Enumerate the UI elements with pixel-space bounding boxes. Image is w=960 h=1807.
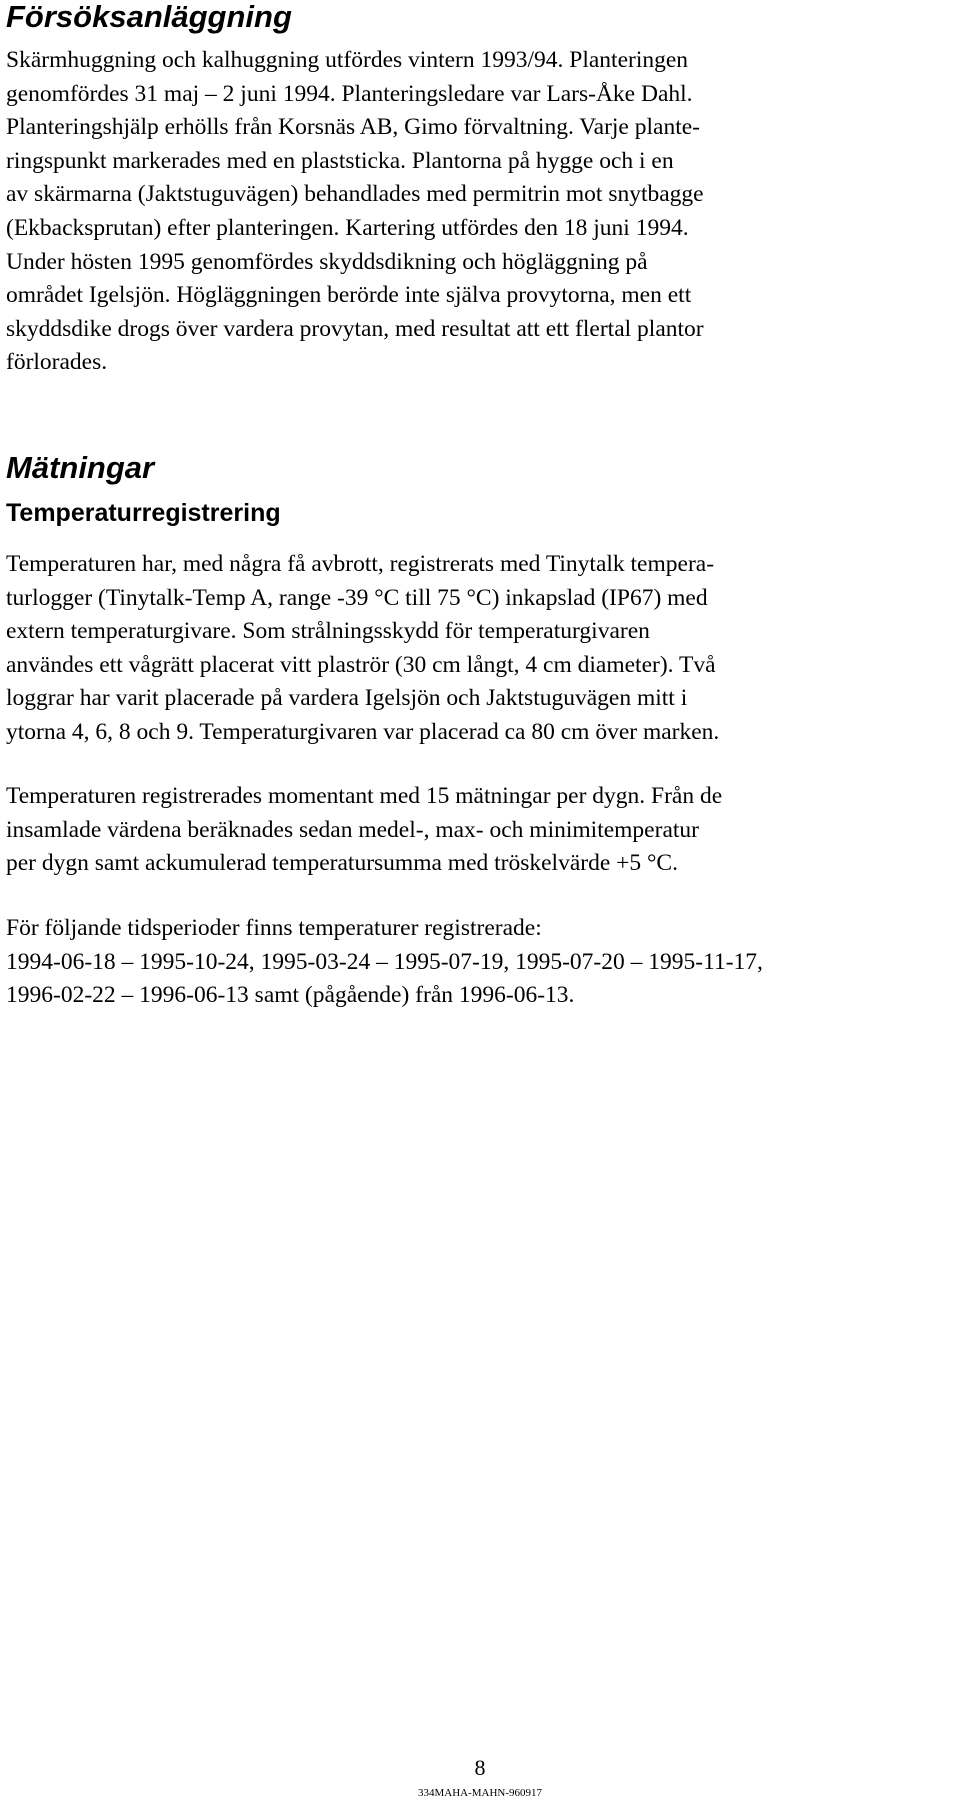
text-line: turlogger (Tinytalk-Temp A, range -39 °C till 75 °C) inkapslad (IP67) med [6,584,708,611]
text-line: 1994-06-18 – 1995-10-24, 1995-03-24 – 1995-07-19, 1995-07-20 – 1995-11-17, [6,948,763,975]
text-line: extern temperaturgivare. Som strålningsskydd för temperaturgivaren [6,618,650,645]
text-line: skyddsdike drogs över vardera provytan, med resultat att ett flertal plantor [6,315,704,342]
text-line: 1996-02-22 – 1996-06-13 samt (pågående) från 1996-06-13. [6,982,575,1009]
document-code: 334MAHA-MAHN-960917 [417,1787,543,1799]
text-line: området Igelsjön. Högläggningen berörde inte själva provytorna, men ett [6,282,692,309]
text-line: Under hösten 1995 genomfördes skyddsdikning och högläggning på [6,248,648,275]
text-line: Temperaturen har, med några få avbrott, registrerats med Tinytalk tempera- [6,551,715,577]
paragraph-temperaturlogger [6,548,954,750]
text-line: av skärmarna (Jaktstuguvägen) behandlades med permitrin mot snytbagge [6,181,704,208]
section-heading-matningar: Mätningar [6,450,155,485]
text-line: ringspunkt markerades med en plaststicka. Plantorna på hygge och i en [6,147,674,174]
text-line: genomfördes 31 maj – 2 juni 1994. Planteringsledare var Lars-Åke Dahl. [6,80,693,107]
text-line: För följande tidsperioder finns temperaturer registrerade: [6,915,542,941]
text-line: ytorna 4, 6, 8 och 9. Temperaturgivaren var placerad ca 80 cm över marken. [6,718,720,745]
text-line: (Ekbacksprutan) efter planteringen. Kartering utfördes den 18 juni 1994. [6,214,689,241]
paragraph-tidsperioder [6,912,954,1013]
text-line: loggrar har varit placerade på vardera Igelsjön och Jaktstuguvägen mitt i [6,685,688,712]
text-line: Skärmhuggning och kalhuggning utfördes vintern 1993/94. Planteringen [6,47,689,73]
text-line: Planteringshjälp erhölls från Korsnäs AB, Gimo förvaltning. Varje plante- [6,114,700,141]
paragraph-registrering [6,780,954,881]
subheading-temperaturregistrering: Temperaturregistrering [6,499,281,527]
text-line: per dygn samt ackumulerad temperatursumma med tröskelvärde +5 °C. [6,850,678,877]
text-line: Temperaturen registrerades momentant med 15 mätningar per dygn. Från de [6,783,723,809]
text-line: insamlade värdena beräknades sedan medel-, max- och minimitemperatur [6,816,699,843]
page-number: 8 [474,1755,486,1780]
section-heading-forsoksanlaggning: Försöksanläggning [6,0,292,34]
text-line: användes ett vågrätt placerat vitt plaströr (30 cm långt, 4 cm diameter). Två [6,651,716,678]
paragraph-forsoksanlaggning [6,44,954,380]
text-line: förlorades. [6,349,108,376]
